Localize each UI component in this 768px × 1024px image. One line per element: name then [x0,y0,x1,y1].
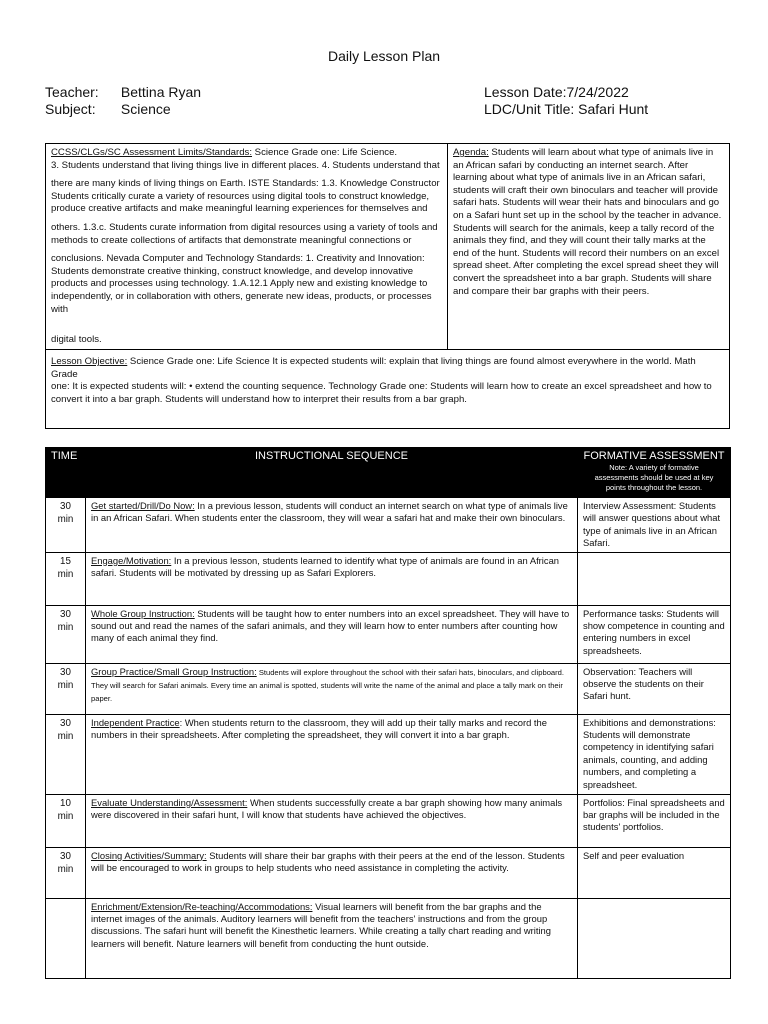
time-cell: 10 min [46,794,86,847]
sequence-cell: Evaluate Understanding/Assessment: When students successfully create a bar graph showing how many animals were discovered in their safari hunt, I will know that students have achieved the objectives. [86,794,578,847]
time-cell: 30 min [46,605,86,663]
unit-title: LDC/Unit Title: Safari Hunt [484,101,649,117]
standards-label: CCSS/CLGs/SC Assessment Limits/Standards: [51,147,253,158]
table-row [46,714,731,794]
table-row [46,794,731,847]
page-title: Daily Lesson Plan [327,48,441,64]
table-row [46,898,731,978]
assessment-cell: Performance tasks: Students will show competence in counting and entering numbers in excel spreadsheets. [578,605,731,663]
time-cell: 15 min [46,552,86,605]
objective-label: Lesson Objective: [51,356,128,367]
objective-text-2: one: It is expected students will: • extend the counting sequence. Technology Grade one: Students will learn how to create an excel spreadsheet and how to convert it into a bar graph. Students will understand how to interpret their results from a bar graph. [51,381,712,405]
standards-text-2: 3. Students understand that living things live in different places. 4. Students understand that [51,159,440,171]
standards-box [45,143,448,350]
sequence-cell: Engage/Motivation: In a previous lesson, students learned to identify what type of animals are found in an African safari. Students will be motivated by dressing up as Safari Explorers. [86,552,578,605]
standards-text-1: Science Grade one: Life Science. [252,147,398,158]
table-header-row [46,448,731,498]
table-row [46,847,731,898]
standards-text-6: digital tools. [51,334,102,346]
assessment-cell: Portfolios: Final spreadsheets and bar graphs will be included in the students' portfolios. [578,794,731,847]
assessment-cell [578,552,731,605]
teacher-name: Bettina Ryan [120,84,202,100]
subject-line [45,101,171,117]
objective-text-1: Science Grade one: Life Science It is expected students will: explain that living things are found almost everywhere in the world. Math Grade [51,356,696,380]
standards-text-5: conclusions. Nevada Computer and Technology Standards: 1. Creativity and Innovation: Students demonstrate creative thinking, construct knowledge, and develop innovative products and processes using technology. 1.A.12.1 Apply new and existing knowledge to independently, or in collaboration with others, generate new ideas, products, or processes with [51,253,432,315]
table-row [46,605,731,663]
time-cell: 30 min [46,498,86,553]
fa-note: Note: A variety of formative assessments should be used at key points throughout the lesson. [594,463,714,492]
agenda-box [447,143,730,350]
sequence-cell: Independent Practice: When students return to the classroom, they will add up their tally marks and record the numbers in their spreadsheets. After completing the spreadsheet, they will convert it into a bar graph. [86,714,578,794]
fa-title: FORMATIVE ASSESSMENT [583,450,725,462]
assessment-cell: Self and peer evaluation [578,847,731,898]
col-formative-assessment [578,448,731,498]
agenda-label: Agenda: [453,147,489,158]
assessment-cell: Observation: Teachers will observe the students on their Safari hunt. [578,663,731,714]
sequence-cell: Closing Activities/Summary: Students will share their bar graphs with their peers at the end of the lesson. Students will be encouraged to work in groups to help students who need assistance in completing the activity. [86,847,578,898]
teacher-label: Teacher: [45,84,99,100]
time-cell: 30 min [46,847,86,898]
assessment-cell: Interview Assessment: Students will answer questions about what type of animals live in an African Safari. [578,498,731,553]
time-cell: 30 min [46,663,86,714]
objective-box [45,349,730,429]
sequence-cell: Whole Group Instruction: Students will be taught how to enter numbers into an excel spreadsheet. They will have to sound out and read the names of the safari animals, and they will learn how to enter numbers after counting how many of each animal they find. [86,605,578,663]
assessment-cell [578,898,731,978]
table-row [46,663,731,714]
time-cell [46,898,86,978]
time-cell: 30 min [46,714,86,794]
sequence-cell: Enrichment/Extension/Re-teaching/Accommodations: Visual learners will benefit from the bar graphs and the internet images of the animals. Auditory learners will benefit from the teachers' instructions and from the group discussions. The safari hunt will benefit the Kinesthetic learners. While creating a tally chart reading and writing learners will benefit. Nature learners will benefit from conducting the hunt outside. [86,898,578,978]
standards-text-3: there are many kinds of living things on Earth. ISTE Standards: 1.3. Knowledge Constructor Students critically curate a variety of resources using digital tools to construct knowledge, produce creative artifacts and make meaningful learning experiences for themselves and [51,178,440,215]
col-time: TIME [46,448,86,498]
standards-text-4: others. 1.3.c. Students curate information from digital resources using a variety of tools and methods to create collections of artifacts that demonstrate meaningful connections or [51,221,438,246]
subject-name: Science [120,101,171,117]
table-row [46,552,731,605]
sequence-cell: Get started/Drill/Do Now: In a previous lesson, students will conduct an internet search on what type of animals live in an African Safari. When students enter the classroom, they will wear a safari hat and make their own binoculars. [86,498,578,553]
agenda-text: Students will learn about what type of animals live in an African safari by conducting an internet search. After learning about what type of animals live in an African safari, students will craft their own binoculars and teacher will provide safari hats. Students will wear their hats and binoculars and go on a Safari hunt set up in the school by the teacher in advance. Students will search for the animals, keep a tally record of the animals they find, and they will count their tally marks at the end of the hunt. Students will record their numbers on an excel spread sheet. After completing the excel spread sheet they will convert the spreadsheet into a bar graph. Students will share and compare their bar graphs with their peers. [453,147,722,297]
table-row [46,498,731,553]
lesson-date: Lesson Date:7/24/2022 [484,84,629,100]
subject-label: Subject: [45,101,96,117]
sequence-cell: Group Practice/Small Group Instruction: Students will explore throughout the school with their safari hats, binoculars, and clipboard. They will search for Safari animals. Every time an animal is spotted, students will write the name of the animal and place a tally mark on their paper. [86,663,578,714]
instructional-table [45,447,731,979]
teacher-line [45,84,201,100]
assessment-cell: Exhibitions and demonstrations: Students will demonstrate competency in identifying safari animals, counting, and adding numbers, and completing a spreadsheet. [578,714,731,794]
col-sequence: INSTRUCTIONAL SEQUENCE [86,448,578,498]
